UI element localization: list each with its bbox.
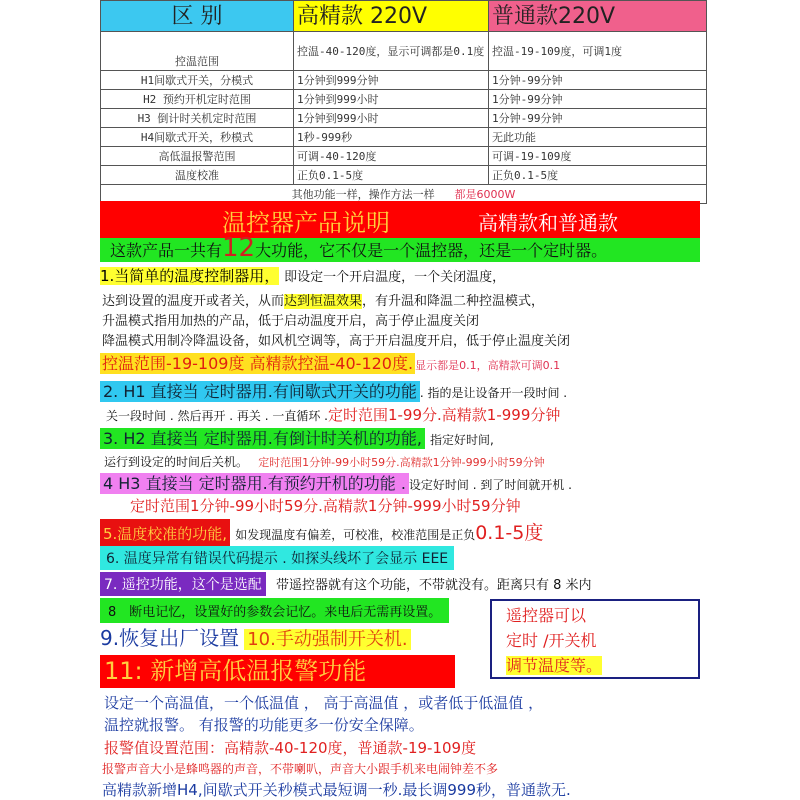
table-row: H2 预约开机定时范围 1分钟到999小时 1分钟-99分钟 xyxy=(101,90,707,109)
item-2: 2. H1 直接当 定时器用.有间歇式开关的功能 . 指的是让设备开一段时间 . xyxy=(100,379,567,402)
item-3: 3. H2 直接当 定时器用.有倒计时关机的功能, 指定好时间, xyxy=(100,426,494,449)
item-1: 1.当简单的温度控制器用， 即设定一个开启温度，一个关闭温度， xyxy=(100,267,506,285)
table-footer: 其他功能一样，操作方法一样 都是6000W xyxy=(101,185,707,204)
h4-note: 高精款新增H4,间歇式开关秒模式最短调一秒.最长调999秒，普通款无. xyxy=(102,781,571,799)
table-row: 温度校准 正负0.1-5度 正负0.1-5度 xyxy=(101,166,707,185)
item-3-line-2: 运行到设定的时间后关机。 定时范围1分钟-99小时59分.高精款1分钟-999小时59分钟 xyxy=(104,455,545,469)
item-7: 7. 遥控功能，这个是选配 带遥控器就有这个功能，不带就没有。距离只有 8 米内 xyxy=(100,572,592,596)
header-high-precision: 高精款 220V xyxy=(294,1,489,32)
table-row: 控温范围 控温-40-120度，显示可调都是0.1度 控温-19-109度，可调1度 xyxy=(101,32,707,71)
remote-info-box: 遥控器可以 定时 /开关机 调节温度等。 xyxy=(490,599,700,679)
item-1-line-2: 达到设置的温度开或者关，从而达到恒温效果，有升温和降温二种控温模式， xyxy=(102,294,545,309)
header-difference: 区 别 xyxy=(101,1,294,32)
item-4-range: 定时范围1分钟-99小时59分.高精款1分钟-999小时59分钟 xyxy=(130,497,521,515)
item-10: 10.手动强制开关机. xyxy=(244,629,410,650)
comparison-table xyxy=(100,0,707,204)
function-count: 12 xyxy=(222,233,256,263)
table-row: 高低温报警范围 可调-40-120度 可调-19-109度 xyxy=(101,147,707,166)
item-9-10 xyxy=(100,622,411,651)
item-1-range: 控温范围-19-109度 高精款控温-40-120度. 显示都是0.1，高精款可调0.1 xyxy=(102,354,561,373)
item-9: 9.恢复出厂设置 xyxy=(100,626,240,650)
item-5: 5.温度校准的功能, 如发现温度有偏差，可校准，校准范围是正负0.1-5度 xyxy=(100,518,543,548)
item-6: 6. 温度异常有错误代码提示 . 如探头线坏了会显示 EEE xyxy=(100,546,454,570)
alarm-line-2: 温控就报警。 有报警的功能更多一份安全保障。 xyxy=(104,716,424,734)
intro-banner: 这款产品一共有12大功能，它不仅是一个温控器，还是一个定时器。 xyxy=(100,238,700,262)
alarm-range: 报警值设置范围：高精款-40-120度，普通款-19-109度 xyxy=(104,739,477,757)
item-11: 11: 新增高低温报警功能 xyxy=(100,655,455,688)
table-row: H1间歇式开关，分模式 1分钟到999分钟 1分钟-99分钟 xyxy=(101,71,707,90)
banner-title: 温控器产品说明 xyxy=(222,209,390,237)
title-banner xyxy=(100,201,700,238)
item-4: 4 H3 直接当 定时器用.有预约开机的功能 . 设定好时间 . 到了时间就开机 . xyxy=(100,471,572,494)
banner-subtitle: 高精款和普通款 xyxy=(478,211,618,235)
header-standard: 普通款220V xyxy=(489,1,707,32)
alarm-line-1: 设定一个高温值，一个低温值 ， 高于高温值 ，或者低于低温值 ， xyxy=(104,694,544,712)
item-8: 8 断电记忆，设置好的参数会记忆。来电后无需再设置。 xyxy=(100,598,449,623)
item-1-line-3: 升温模式指用加热的产品，低于启动温度开启，高于停止温度关闭 xyxy=(102,314,480,329)
item-1-line-4: 降温模式用制冷降温设备，如风机空调等，高于开启温度开启，低于停止温度关闭 xyxy=(102,334,571,349)
table-row: H4间歇式开关，秒模式 1秒-999秒 无此功能 xyxy=(101,128,707,147)
table-row: H3 倒计时关机定时范围 1分钟到999小时 1分钟-99分钟 xyxy=(101,109,707,128)
alarm-sound: 报警声音大小是蜂鸣器的声音，不带喇叭，声音大小跟手机来电闹钟差不多 xyxy=(102,762,499,776)
item-2-line-2: 关一段时间 . 然后再开 . 再关 . 一直循环 .定时范围1-99分.高精款1-999分钟 xyxy=(106,406,561,424)
